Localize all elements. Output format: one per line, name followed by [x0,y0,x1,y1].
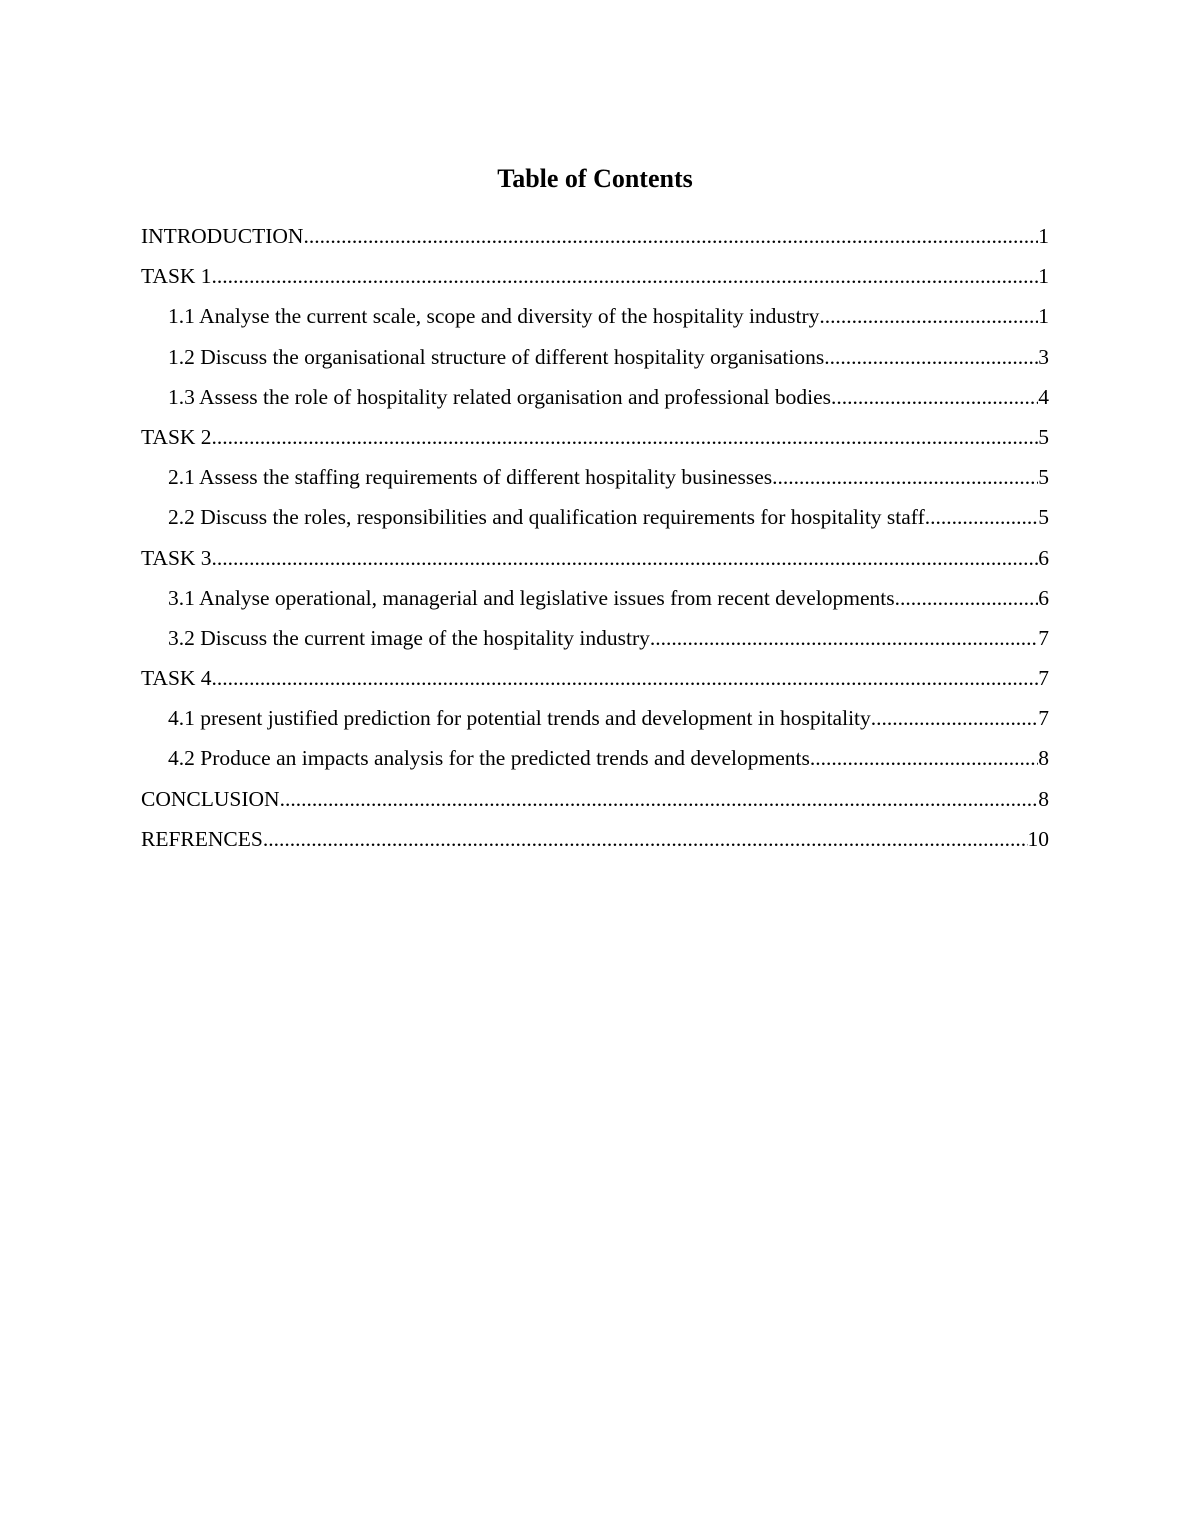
toc-entry-task-3[interactable] [141,538,1049,578]
toc-entry-text: 4.2 Produce an impacts analysis for the predicted trends and developments [168,746,810,771]
toc-entry-text: 1.3 Assess the role of hospitality related organisation and professional bodies [168,384,831,409]
toc-entry-page: 8 [1038,786,1049,811]
toc-entry-page: 1 [1038,224,1049,248]
toc-entry-text: TASK 3 [141,545,212,570]
toc-entry-task-2[interactable] [141,417,1049,457]
toc-entry-task-1[interactable] [141,256,1049,296]
toc-entry-4-2[interactable] [141,738,1049,778]
dot-leader [925,497,1039,537]
dot-leader [650,618,1038,658]
toc-entry-page: 5 [1038,505,1049,530]
toc-entry-page: 7 [1038,666,1049,691]
toc-entry-references[interactable] [141,819,1049,859]
dot-leader [212,417,1039,457]
dot-leader [212,658,1039,698]
toc-entry-page: 8 [1038,746,1049,771]
dot-leader [824,337,1038,377]
toc-list [141,216,1049,859]
toc-entry-task-4[interactable] [141,658,1049,698]
dot-leader [212,538,1039,578]
toc-entry-page: 1 [1038,304,1049,329]
toc-entry-text: INTRODUCTION [141,224,304,248]
toc-entry-text: 2.2 Discuss the roles, responsibilities and qualification requirements for hospitality staff [168,505,925,530]
toc-entry-page: 3 [1038,344,1049,369]
toc-entry-page: 5 [1038,465,1049,490]
dot-leader [895,578,1039,618]
dot-leader [819,296,1038,336]
dot-leader [831,377,1038,417]
toc-entry-page: 4 [1038,384,1049,409]
toc-entry-text: 4.1 present justified prediction for potential trends and development in hospitality [168,706,871,731]
toc-entry-page: 6 [1038,585,1049,610]
toc-entry-text: 3.1 Analyse operational, managerial and legislative issues from recent developments [168,585,895,610]
toc-entry-1-3[interactable] [141,377,1049,417]
toc-entry-1-1[interactable] [141,296,1049,336]
toc-entry-text: TASK 4 [141,666,212,691]
toc-entry-4-1[interactable] [141,698,1049,738]
toc-entry-conclusion[interactable] [141,779,1049,819]
dot-leader [810,738,1038,778]
toc-title: Table of Contents [497,164,693,193]
toc-entry-page: 10 [1027,826,1049,851]
toc-entry-page: 6 [1038,545,1049,570]
dot-leader [772,457,1038,497]
dot-leader [280,779,1039,819]
toc-entry-text: 3.2 Discuss the current image of the hospitality industry [168,625,650,650]
dot-leader [871,698,1038,738]
dot-leader [212,256,1039,296]
toc-entry-text: 1.1 Analyse the current scale, scope and diversity of the hospitality industry [168,304,820,329]
dot-leader [263,819,1028,859]
toc-entry-2-1[interactable] [141,457,1049,497]
dot-leader [303,216,1038,256]
toc-entry-page: 5 [1038,424,1049,449]
toc-entry-page: 1 [1038,264,1049,289]
toc-entry-3-1[interactable] [141,578,1049,618]
toc-entry-1-2[interactable] [141,337,1049,377]
toc-entry-page: 7 [1038,625,1049,650]
toc-entry-page: 7 [1038,706,1049,731]
toc-entry-3-2[interactable] [141,618,1049,658]
toc-entry-2-2[interactable] [141,497,1049,537]
toc-entry-text: CONCLUSION [141,786,280,811]
toc-entry-text: 2.1 Assess the staffing requirements of different hospitality businesses [168,465,773,490]
toc-entry-introduction[interactable] [141,216,1049,256]
toc-entry-text: REFRENCES [141,826,263,851]
toc-entry-text: 1.2 Discuss the organisational structure of different hospitality organisations [168,344,825,369]
toc-entry-text: TASK 1 [141,264,212,289]
toc-entry-text: TASK 2 [141,424,212,449]
